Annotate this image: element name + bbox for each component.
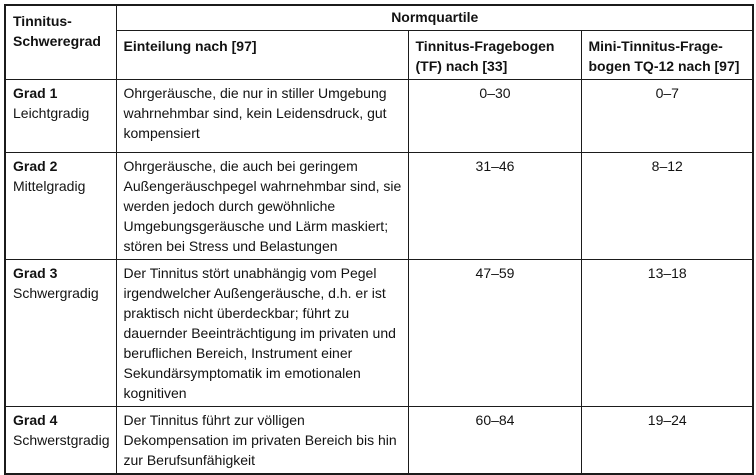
grade-severity: Schwerstgradig (13, 432, 110, 448)
grade-name: Grad 4 (13, 412, 58, 428)
tf-range: 60–84 (408, 407, 581, 475)
tf-range: 0–30 (408, 80, 581, 153)
grade-name: Grad 1 (13, 85, 58, 101)
tf-range: 47–59 (408, 260, 581, 407)
header-tq12-line2: bogen TQ-12 nach [97] (588, 58, 740, 74)
grade-description: Ohrgeräusche, die nur in stiller Umgebung wahrnehmbar sind, kein Leidensdruck, gut kompensiert (116, 80, 408, 153)
tinnitus-severity-table (4, 4, 754, 475)
header-tf (408, 31, 581, 80)
grade-name: Grad 3 (13, 265, 58, 281)
header-grade-line1: Tinnitus- (13, 13, 72, 29)
header-einteilung: Einteilung nach [97] (116, 31, 408, 80)
grade-severity: Schwergradig (13, 285, 99, 301)
tq12-range: 0–7 (581, 80, 753, 153)
table-row-grad4 (5, 407, 753, 475)
grade-description: Der Tinnitus führt zur völligen Dekompensation im privaten Bereich bis hin zur Berufsunfähigkeit (116, 407, 408, 475)
grade-severity: Mittelgradig (13, 178, 86, 194)
header-tf-line2: (TF) nach [33] (415, 58, 508, 74)
header-tf-line1: Tinnitus-Fragebogen (415, 38, 555, 54)
tf-range: 31–46 (408, 153, 581, 260)
grade-name: Grad 2 (13, 158, 58, 174)
tq12-range: 19–24 (581, 407, 753, 475)
grade-description: Der Tinnitus stört unabhängig vom Pegel irgendwelcher Außengeräusche, d.h. er ist praktisch nicht überdeckbar; führt zu dauernder Beeinträchtigung im privaten und beruflichen Bereich, Instrument einer Sekundärsymptomatik im emotionalen kognitiven (116, 260, 408, 407)
header-tq12 (581, 31, 753, 80)
grade-description: Ohrgeräusche, die auch bei geringem Außengeräuschpegel wahrnehmbar sind, sie werden jedoch durch gewöhnliche Umgebungsgeräusche und Lärm maskiert; stören bei Stress und Belastungen (116, 153, 408, 260)
table-row-grad2 (5, 153, 753, 260)
grade-cell (5, 153, 116, 260)
header-tq12-line1: Mini-Tinnitus-Frage- (588, 38, 723, 54)
grade-cell (5, 407, 116, 475)
table-row-grad3 (5, 260, 753, 407)
table-row-grad1 (5, 80, 753, 153)
header-row-sub (5, 31, 753, 80)
header-normquartile: Normquartile (116, 5, 753, 31)
grade-cell (5, 260, 116, 407)
tq12-range: 8–12 (581, 153, 753, 260)
grade-severity: Leichtgradig (13, 105, 90, 121)
header-grade-line2: Schweregrad (13, 33, 101, 49)
tq12-range: 13–18 (581, 260, 753, 407)
grade-cell (5, 80, 116, 153)
header-grade-column (5, 5, 116, 80)
header-row-top (5, 5, 753, 31)
